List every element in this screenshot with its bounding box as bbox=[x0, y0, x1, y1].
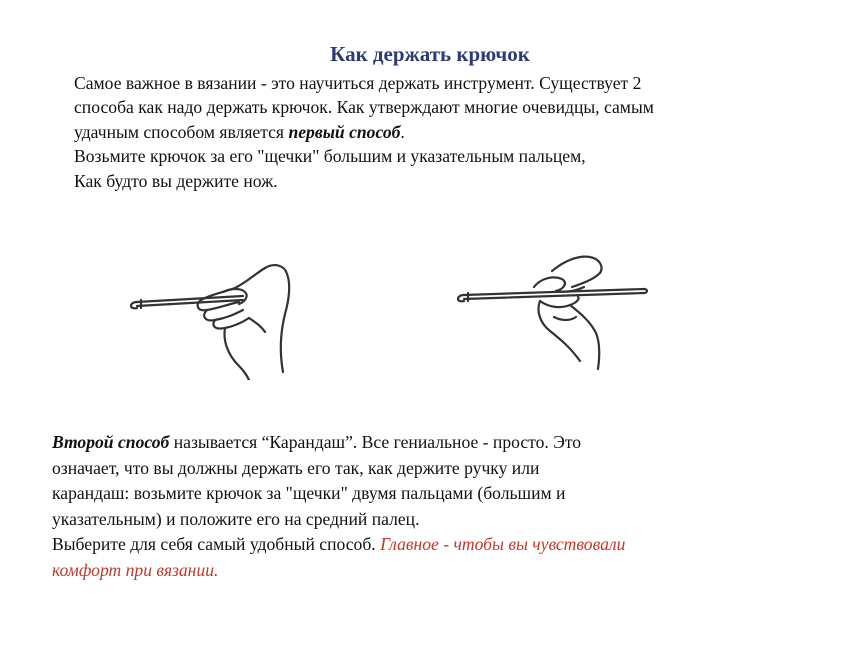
intro-line-3-end: . bbox=[400, 121, 405, 142]
intro-line-3 bbox=[74, 120, 834, 144]
outro-line-1 bbox=[52, 430, 842, 456]
figure-knife-grip bbox=[115, 222, 315, 380]
intro-paragraph bbox=[74, 71, 834, 193]
intro-line-5: Как будто вы держите нож. bbox=[74, 170, 278, 191]
outro-line-2: означает, что вы должны держать его так, как держите ручку или bbox=[52, 457, 540, 478]
intro-line-1: Самое важное в вязании - это научиться держать инструмент. Существует 2 bbox=[74, 73, 642, 93]
outro-paragraph bbox=[52, 430, 842, 584]
intro-line-3-start: удачным способом является bbox=[74, 121, 289, 142]
second-method-emphasis: Второй способ bbox=[52, 432, 170, 452]
first-method-emphasis: первый способ bbox=[288, 121, 401, 142]
outro-line-1-rest: называется “Карандаш”. Все гениальное - просто. Это bbox=[169, 432, 582, 452]
main-advice-red: Главное - чтобы вы чувствовали bbox=[380, 534, 626, 555]
hand-knife-grip-illustration bbox=[115, 222, 315, 380]
outro-line-4: указательным) и положите его на средний палец. bbox=[52, 508, 420, 529]
outro-line-3: карандаш: возьмите крючок за "щечки" двумя пальцами (большим и bbox=[52, 483, 566, 504]
page-title: Как держать крючок bbox=[330, 42, 530, 66]
outro-line-5-start: Выберите для себя самый удобный способ. bbox=[52, 534, 381, 555]
outro-line-6: комфорт при вязании. bbox=[52, 559, 219, 580]
hand-pencil-grip-illustration bbox=[444, 221, 659, 373]
outro-line-5 bbox=[52, 532, 842, 558]
intro-line-4: Возьмите крючок за его "щечки" большим и указательным пальцем, bbox=[74, 146, 586, 167]
intro-line-2: способа как надо держать крючок. Как утверждают многие очевидцы, самым bbox=[74, 97, 654, 118]
figure-pencil-grip bbox=[444, 221, 659, 373]
